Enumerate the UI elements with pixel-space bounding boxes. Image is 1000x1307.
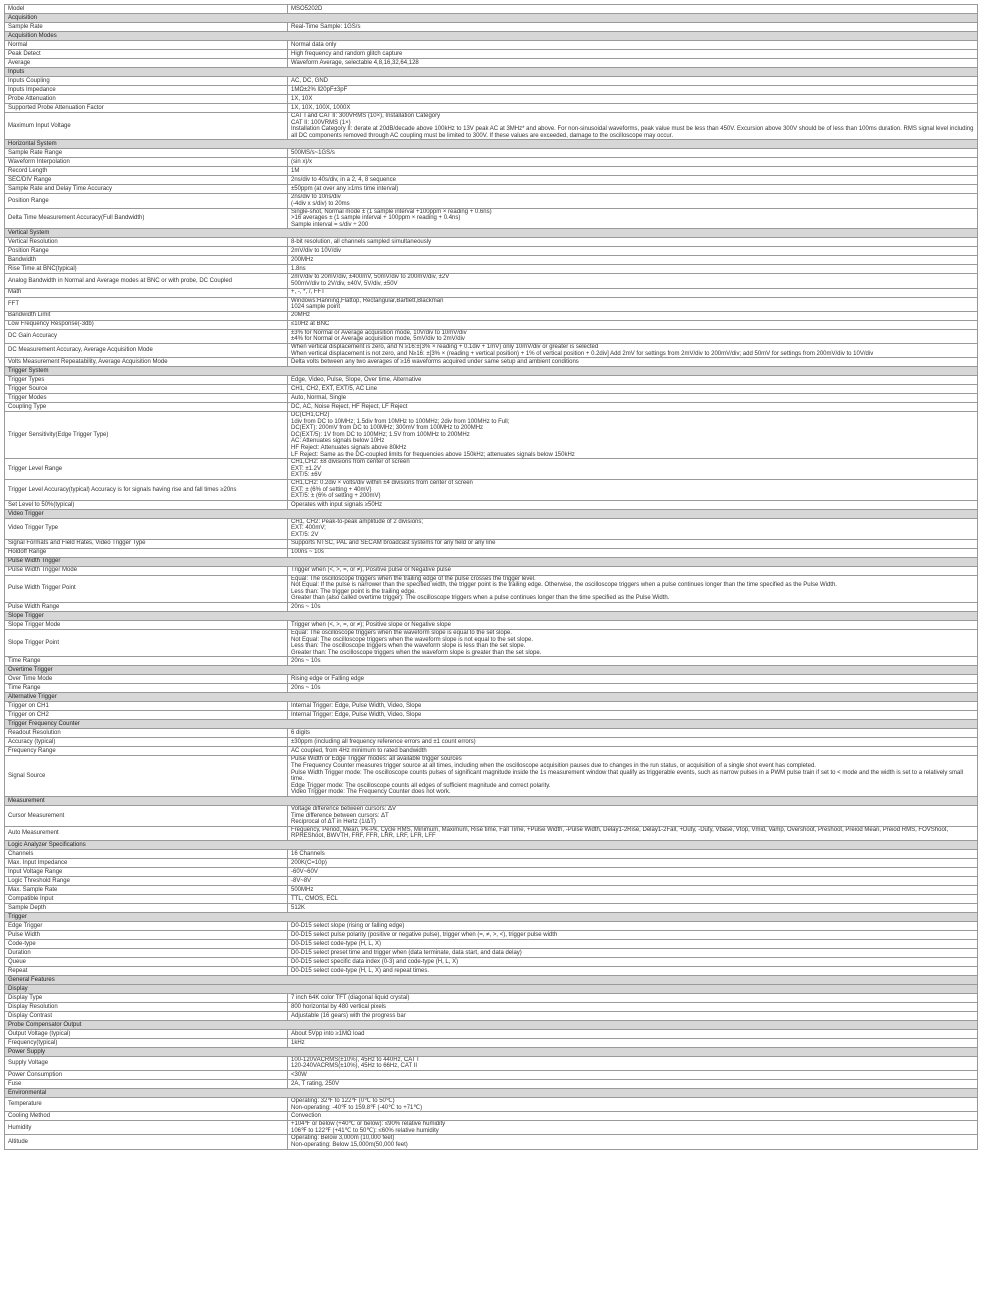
spec-value: ±50ppm (at over any ≥1ms time interval) [288, 185, 978, 194]
section-header-row [5, 975, 978, 984]
spec-row [5, 50, 978, 59]
spec-value: 800 horizontal by 480 vertical pixels [288, 1002, 978, 1011]
spec-label: Logic Threshold Range [5, 876, 288, 885]
spec-value: +, -, *, /, FFT [288, 288, 978, 297]
spec-value: ≤10Hz at BNC [288, 320, 978, 329]
section-header-row [5, 68, 978, 77]
spec-value: Frequency, Period, Mean, Pk-Pk, Cycle RMS, Minimum, Maximum, Rise time, Fall Time, +Pulse Width, -Pulse Width, Delay1-2Rise, Delay1-2Fall, +Duty, -Duty, Vbase, Vtop, Vmid, Vamp, Overshoot, Preshoot, Preiod Mean, Preiod RMS, FOVShoot, RPREShoot, BWVTH, FRF, FFR, LRR, LRF, LFR, LFF [288, 826, 978, 840]
spec-label: Bandwidth [5, 256, 288, 265]
spec-row [5, 894, 978, 903]
spec-value: 1.8ns [288, 265, 978, 274]
spec-value: 500MHz [288, 885, 978, 894]
section-title: General Features [5, 975, 978, 984]
spec-row [5, 885, 978, 894]
spec-label: Trigger Source [5, 385, 288, 394]
spec-row [5, 185, 978, 194]
spec-row [5, 518, 978, 539]
spec-label: Fuse [5, 1080, 288, 1089]
spec-value: Normal data only [288, 41, 978, 50]
spec-value: Convection [288, 1112, 978, 1121]
spec-row [5, 403, 978, 412]
spec-label: Low Frequency Response(-3db) [5, 320, 288, 329]
spec-row [5, 930, 978, 939]
section-header-row [5, 509, 978, 518]
spec-row [5, 95, 978, 104]
spec-value: 100ns ~ 10s [288, 548, 978, 557]
section-title: Environmental [5, 1089, 978, 1098]
spec-row [5, 711, 978, 720]
spec-row [5, 1002, 978, 1011]
spec-label: Vertical Resolution [5, 238, 288, 247]
spec-label: Inputs Impedance [5, 86, 288, 95]
spec-value: D0-D15 select slope (rising or falling edge) [288, 921, 978, 930]
spec-label: Waveform Interpolation [5, 158, 288, 167]
spec-value: D0-D15 select code-type (H, L, X) [288, 939, 978, 948]
spec-label: Auto Measurement [5, 826, 288, 840]
spec-row [5, 247, 978, 256]
spec-label: Supply Voltage [5, 1056, 288, 1070]
spec-value: ±30ppm (including all frequency reference errors and ±1 count errors) [288, 738, 978, 747]
spec-row [5, 993, 978, 1002]
spec-label: Analog Bandwidth in Normal and Average modes at BNC or with probe, DC Coupled [5, 274, 288, 288]
section-title: Trigger [5, 912, 978, 921]
section-header-row [5, 1047, 978, 1056]
spec-row [5, 297, 978, 311]
spec-value: CH1, CH2: Peak-to-peak amplitude of 2 divisions; EXT: 400mV; EXT/5: 2V [288, 518, 978, 539]
spec-label: Rise Time at BNC(typical) [5, 265, 288, 274]
spec-row [5, 385, 978, 394]
spec-label: Compatible Input [5, 894, 288, 903]
spec-row [5, 320, 978, 329]
spec-label: Signal Source [5, 756, 288, 797]
spec-row [5, 274, 978, 288]
spec-value: 7 inch 64K color TFT (diagonal liquid crystal) [288, 993, 978, 1002]
spec-value: Operating: Below 3,000m (10,000 feet) Non-operating: Below 15,000m(50,000 feet) [288, 1135, 978, 1149]
spec-value: Real-Time Sample: 1GS/s [288, 23, 978, 32]
spec-label: Display Type [5, 993, 288, 1002]
spec-row [5, 311, 978, 320]
spec-label: Pulse Width [5, 930, 288, 939]
spec-label: Trigger on CH1 [5, 702, 288, 711]
spec-label: Display Resolution [5, 1002, 288, 1011]
specifications-table-body [5, 5, 978, 1150]
spec-row [5, 376, 978, 385]
section-header-row [5, 840, 978, 849]
spec-label: Signal Formats and Field Rates, Video Trigger Type [5, 539, 288, 548]
spec-row [5, 921, 978, 930]
section-title: Trigger System [5, 367, 978, 376]
section-title: Pulse Width Trigger [5, 557, 978, 566]
spec-value: Trigger when (<, >, =, or ≠); Positive slope or Negative slope [288, 620, 978, 629]
spec-value: CH1,CH2: ±8 divisions from center of screen EXT: ±1.2V EXT/5: ±6V [288, 459, 978, 480]
spec-value: 2mV/div to 10V/div [288, 247, 978, 256]
spec-row [5, 858, 978, 867]
spec-value: 500MS/s~1GS/s [288, 149, 978, 158]
spec-label: Set Level to 50%(typical) [5, 500, 288, 509]
section-title: Acquisition [5, 14, 978, 23]
spec-value: Operating: 32℉ to 122℉ (0℃ to 50℃) Non-operating: -40℉ to 159.8℉ (-40℃ to +71℃) [288, 1098, 978, 1112]
spec-row [5, 1112, 978, 1121]
spec-row [5, 41, 978, 50]
spec-value: ±3% for Normal or Average acquisition mode, 10V/div to 10mV/div ±4% for Normal or Average acquisition mode, 5mV/div to 2mV/div [288, 329, 978, 343]
spec-label: Sample Rate [5, 23, 288, 32]
spec-label: Pulse Width Range [5, 602, 288, 611]
spec-label: Trigger Level Accuracy(typical) Accuracy is for signals having rise and fall times ≥20ns [5, 480, 288, 501]
spec-row [5, 77, 978, 86]
section-header-row [5, 611, 978, 620]
spec-value: 8-bit resolution, all channels sampled simultaneously [288, 238, 978, 247]
section-title: Slope Trigger [5, 611, 978, 620]
section-title: Display [5, 984, 978, 993]
spec-label: Channels [5, 849, 288, 858]
spec-value: Adjustable (16 gears) with the progress bar [288, 1011, 978, 1020]
spec-value: 2ns/div to 40s/div, in a 2, 4, 8 sequence [288, 176, 978, 185]
spec-value: 20MHz [288, 311, 978, 320]
spec-label: Math [5, 288, 288, 297]
spec-label: FFT [5, 297, 288, 311]
spec-label: Readout Resolution [5, 729, 288, 738]
spec-value: 6 digits [288, 729, 978, 738]
spec-row [5, 1080, 978, 1089]
spec-row [5, 1135, 978, 1149]
spec-row [5, 620, 978, 629]
spec-label: Pulse Width Trigger Point [5, 575, 288, 602]
spec-label: Power Consumption [5, 1071, 288, 1080]
spec-row [5, 738, 978, 747]
spec-label: Cursor Measurement [5, 805, 288, 826]
section-title: Alternative Trigger [5, 693, 978, 702]
spec-row [5, 194, 978, 208]
spec-label: Trigger Level Range [5, 459, 288, 480]
spec-value: Pulse Width or Edge Trigger modes: all available trigger sources The Frequency Counter measures trigger source at all times, including when the oscilloscope acquisition pauses due to changes in the run status, or acquisition of a single shot event has completed. Pulse Width Trigger mode: The oscilloscope counts pulses of significant magnitude inside the 1s measurement window that qualify as triggerable events, such as narrow pulses in a PWM pulse train if set to < mode and the width is set to a relatively small time. Edge Trigger mode: The oscilloscope counts all edges of sufficient magnitude and correct polarity. Video Trigger mode: The Frequency Counter does not work. [288, 756, 978, 797]
spec-label: Frequency Range [5, 747, 288, 756]
spec-row [5, 208, 978, 229]
spec-value: 20ns ~ 10s [288, 684, 978, 693]
spec-row [5, 288, 978, 297]
spec-row [5, 684, 978, 693]
spec-row [5, 756, 978, 797]
section-header-row [5, 14, 978, 23]
spec-label: Output Voltage (typical) [5, 1029, 288, 1038]
spec-label: Trigger Sensitivity(Edge Trigger Type) [5, 412, 288, 459]
spec-label: Over Time Mode [5, 675, 288, 684]
spec-value: Internal Trigger: Edge, Pulse Width, Video, Slope [288, 702, 978, 711]
spec-value: DC, AC, Noise Reject, HF Reject, LF Reject [288, 403, 978, 412]
spec-row [5, 849, 978, 858]
spec-label: Maximum Input Voltage [5, 113, 288, 140]
spec-value: 200MHz [288, 256, 978, 265]
spec-row [5, 1121, 978, 1135]
spec-label: Max. Sample Rate [5, 885, 288, 894]
section-header-row [5, 912, 978, 921]
spec-row [5, 265, 978, 274]
spec-value: Trigger when (<, >, =, or ≠), Positive pulse or Negative pulse [288, 566, 978, 575]
spec-label: Accuracy (typical) [5, 738, 288, 747]
spec-label: Trigger Types [5, 376, 288, 385]
section-header-row [5, 984, 978, 993]
spec-label: Time Range [5, 684, 288, 693]
spec-value: Auto, Normal, Single [288, 394, 978, 403]
section-header-row [5, 666, 978, 675]
spec-row [5, 548, 978, 557]
spec-value: CAT I and CAT II: 300VRMS (10×), Installation Category CAT II: 100VRMS (1×) Installation Category II: derate at 20dB/decade above 100kHz to 13V peak AC at 3MHz* and above. For non-sinusoidal waveforms, peak value must be less than 450V. Excursion above 300V should be of less than 100ms duration. RMS signal level including all DC components removed through AC coupling must be limited to 300V. If these values are exceeded, damage to the oscilloscope may occur. [288, 113, 978, 140]
spec-value: 1kHz [288, 1038, 978, 1047]
spec-label: Model [5, 5, 288, 14]
spec-value: Rising edge or Falling edge [288, 675, 978, 684]
spec-label: Bandwidth Limit [5, 311, 288, 320]
spec-value: 2mV/div to 20mV/div, ±400mV, 50mV/div to 200mV/div, ±2V 500mV/div to 2V/div, ±40V, 5V/div, ±50V [288, 274, 978, 288]
spec-label: Edge Trigger [5, 921, 288, 930]
spec-row [5, 1029, 978, 1038]
section-title: Logic Analyzer Specifications [5, 840, 978, 849]
spec-value: 2ns/div to 10ns/div (-4div x s/div) to 20ms [288, 194, 978, 208]
section-header-row [5, 720, 978, 729]
spec-row [5, 459, 978, 480]
spec-row [5, 805, 978, 826]
spec-label: Normal [5, 41, 288, 50]
spec-value: 1M [288, 167, 978, 176]
spec-value: +104℉ or below (+40℃ or below): ≤90% relative humidity 106℉ to 122℉ (+41℃ to 50℃): ≤60% relative humidity [288, 1121, 978, 1135]
spec-label: Queue [5, 957, 288, 966]
spec-row [5, 729, 978, 738]
section-title: Inputs [5, 68, 978, 77]
spec-value: When vertical displacement is zero, and N ≥16:±(3% × reading + 0.1div + 1mV) only 10mV/div or greater is selected When vertical displacement is not zero, and N≥16: ±[3% × (reading + vertical position) + 1% of vertical position + 0.2div] Add 2mV for settings from 2mV/div to 200mV/div; add 50mV for settings from 200mV/div to 10V/div [288, 343, 978, 357]
section-title: Acquisition Modes [5, 32, 978, 41]
spec-value: Equal: The oscilloscope triggers when the waveform slope is equal to the set slope. Not Equal: The oscilloscope triggers when the waveform slope is not equal to the set slope. Less than: The oscilloscope triggers when the waveform slope is less than the set slope. Greater than: The oscilloscope triggers when the waveform slope is greater than the set slope. [288, 629, 978, 656]
spec-label: Altitude [5, 1135, 288, 1149]
spec-label: Sample Depth [5, 903, 288, 912]
section-title: Overtime Trigger [5, 666, 978, 675]
spec-row [5, 575, 978, 602]
spec-value: <30W [288, 1071, 978, 1080]
spec-row [5, 702, 978, 711]
spec-label: Trigger Modes [5, 394, 288, 403]
section-header-row [5, 140, 978, 149]
spec-value: 20ns ~ 10s [288, 602, 978, 611]
spec-label: Trigger on CH2 [5, 711, 288, 720]
spec-label: Position Range [5, 247, 288, 256]
spec-label: Video Trigger Type [5, 518, 288, 539]
spec-label: DC Gain Accuracy [5, 329, 288, 343]
spec-value: Internal Trigger: Edge, Pulse Width, Video, Slope [288, 711, 978, 720]
section-header-row [5, 693, 978, 702]
spec-label: Position Range [5, 194, 288, 208]
spec-row [5, 1098, 978, 1112]
spec-row [5, 1071, 978, 1080]
spec-value: MSO5202D [288, 5, 978, 14]
section-title: Probe Compensator Output [5, 1020, 978, 1029]
spec-row [5, 602, 978, 611]
spec-value: Delta volts between any two averages of ≥16 waveforms acquired under same setup and ambient conditions [288, 358, 978, 367]
spec-label: Duration [5, 948, 288, 957]
spec-value: 1X, 10X, 100X, 1000X [288, 104, 978, 113]
spec-value: High frequency and random glitch capture [288, 50, 978, 59]
spec-row [5, 939, 978, 948]
spec-value: CH1, CH2, EXT, EXT/5, AC Line [288, 385, 978, 394]
spec-row [5, 675, 978, 684]
spec-value: CH1,CH2: 0.2div × volts/div within ±4 divisions from center of screen EXT: ± (6% of setting + 40mV) EXT/5: ± (6% of setting + 200mV) [288, 480, 978, 501]
spec-label: Cooling Method [5, 1112, 288, 1121]
spec-row [5, 86, 978, 95]
spec-value: Equal: The oscilloscope triggers when the trailing edge of the pulse crosses the trigger level. Not Equal: If the pulse is narrower than the specified width, the trigger point is the trailing edge. Otherwise, the oscilloscope triggers when a pulse continues longer than the time specified as the Pulse Width. Less than: The trigger point is the trailing edge. Greater than (also called overtime trigger): The oscilloscope triggers when a pulse continues longer than the time specified as the Pulse Width. [288, 575, 978, 602]
spec-value: D0-D15 select pulse polarity (positive or negative pulse), trigger when (=, ≠, >, <), trigger pulse width [288, 930, 978, 939]
section-header-row [5, 796, 978, 805]
spec-row [5, 867, 978, 876]
spec-value: -8V~8V [288, 876, 978, 885]
spec-row [5, 167, 978, 176]
spec-label: Inputs Coupling [5, 77, 288, 86]
spec-label: Humidity [5, 1121, 288, 1135]
spec-row [5, 903, 978, 912]
spec-value: Single-shot, Normal mode ± (1 sample interval +100ppm × reading + 0.6ns) >16 averages ± (1 sample interval + 100ppm × reading + 0.4ns) Sample interval = s/div ÷ 200 [288, 208, 978, 229]
spec-value: TTL, CMOS, ECL [288, 894, 978, 903]
section-title: Video Trigger [5, 509, 978, 518]
spec-label: Slope Trigger Mode [5, 620, 288, 629]
spec-row [5, 876, 978, 885]
spec-row [5, 500, 978, 509]
section-header-row [5, 1089, 978, 1098]
spec-row [5, 104, 978, 113]
spec-row [5, 149, 978, 158]
spec-value: Operates with input signals ≥50Hz [288, 500, 978, 509]
spec-row [5, 158, 978, 167]
spec-label: Input Voltage Range [5, 867, 288, 876]
spec-row [5, 23, 978, 32]
section-header-row [5, 367, 978, 376]
spec-row [5, 358, 978, 367]
spec-row [5, 329, 978, 343]
spec-label: DC Measurement Accuracy, Average Acquisition Mode [5, 343, 288, 357]
spec-label: Volts Measurement Repeatability, Average Acquisition Mode [5, 358, 288, 367]
spec-row [5, 59, 978, 68]
spec-value: Edge, Video, Pulse, Slope, Over time, Alternative [288, 376, 978, 385]
spec-value: 16 Channels [288, 849, 978, 858]
spec-value: 1MΩ±2% ‖20pF±3pF [288, 86, 978, 95]
spec-label: Sample Rate and Delay Time Accuracy [5, 185, 288, 194]
spec-row [5, 1056, 978, 1070]
spec-label: Record Length [5, 167, 288, 176]
spec-row [5, 113, 978, 140]
spec-value: 100-120VACRMS(±10%), 45Hz to 440Hz, CAT I 120-240VACRMS(±10%), 45Hz to 66Hz, CAT II [288, 1056, 978, 1070]
spec-label: Max. Input Impedance [5, 858, 288, 867]
spec-label: Sample Rate Range [5, 149, 288, 158]
spec-label: Code-type [5, 939, 288, 948]
spec-value: AC, DC, GND [288, 77, 978, 86]
spec-row [5, 539, 978, 548]
section-title: Measurement [5, 796, 978, 805]
spec-label: Average [5, 59, 288, 68]
spec-row [5, 480, 978, 501]
spec-value: About 5Vpp into ≥1MΩ load [288, 1029, 978, 1038]
spec-value: Waveform Average, selectable 4,8,16,32,64,128 [288, 59, 978, 68]
spec-label: Time Range [5, 657, 288, 666]
spec-label: Peak Detect [5, 50, 288, 59]
section-header-row [5, 557, 978, 566]
spec-row [5, 256, 978, 265]
spec-row [5, 1038, 978, 1047]
spec-label: Pulse Width Trigger Mode [5, 566, 288, 575]
spec-row [5, 747, 978, 756]
section-header-row [5, 1020, 978, 1029]
section-title: Trigger Frequency Counter [5, 720, 978, 729]
spec-value: 512K [288, 903, 978, 912]
section-title: Horizontal System [5, 140, 978, 149]
spec-value: (sin x)/x [288, 158, 978, 167]
spec-label: Slope Trigger Point [5, 629, 288, 656]
spec-value: Supports NTSC, PAL and SECAM broadcast systems for any field or any line [288, 539, 978, 548]
spec-value: 200K(C=10p) [288, 858, 978, 867]
spec-label: Probe Attenuation [5, 95, 288, 104]
spec-value: D0-D15 select code-type (H, L, X) and repeat times. [288, 966, 978, 975]
spec-value: 1X, 10X [288, 95, 978, 104]
spec-row [5, 394, 978, 403]
section-header-row [5, 229, 978, 238]
spec-label: Coupling Type [5, 403, 288, 412]
spec-label: Display Contrast [5, 1011, 288, 1020]
section-title: Power Supply [5, 1047, 978, 1056]
section-header-row [5, 32, 978, 41]
spec-value: D0-D15 select specific data index (0-3) and code-type (H, L, X) [288, 957, 978, 966]
spec-value: DC(CH1,CH2) 1div from DC to 10MHz; 1.5div from 10MHz to 100MHz; 2div from 100MHz to Full; DC(EXT): 200mV from DC to 100MHz; 300mV from 100MHz to 200MHz DC(EXT/5): 1V from DC to 100MHz; 1.5V from 100MHz to 200MHz AC: Attenuates signals below 10Hz HF Reject: Attenuates signals above 80kHz LF Reject: Same as the DC-coupled limits for frequencies above 150kHz; attenuates signals below 150kHz [288, 412, 978, 459]
spec-row [5, 176, 978, 185]
spec-value: 2A, T rating, 250V [288, 1080, 978, 1089]
spec-value: -60V~60V [288, 867, 978, 876]
spec-row [5, 412, 978, 459]
spec-row [5, 948, 978, 957]
specifications-table [4, 4, 978, 1150]
spec-row [5, 629, 978, 656]
spec-label: Supported Probe Attenuation Factor [5, 104, 288, 113]
spec-label: Frequency(typical) [5, 1038, 288, 1047]
spec-row [5, 1011, 978, 1020]
spec-label: Repeat [5, 966, 288, 975]
spec-row [5, 5, 978, 14]
spec-label: Holdoff Range [5, 548, 288, 557]
spec-row [5, 966, 978, 975]
spec-row [5, 566, 978, 575]
spec-row [5, 657, 978, 666]
spec-value: D0-D15 select preset time and trigger when (data terminate, data start, and data delay) [288, 948, 978, 957]
spec-label: Temperature [5, 1098, 288, 1112]
spec-value: Windows:Hanning,Flattop, Rectangular,Bartlett,Blackman 1024 sample point [288, 297, 978, 311]
spec-row [5, 343, 978, 357]
spec-row [5, 238, 978, 247]
spec-label: Delta Time Measurement Accuracy(Full Bandwidth) [5, 208, 288, 229]
spec-value: 20ns ~ 10s [288, 657, 978, 666]
section-title: Vertical System [5, 229, 978, 238]
spec-label: SEC/DIV Range [5, 176, 288, 185]
spec-value: Voltage difference between cursors: ΔV Time difference between cursors: ΔT Reciprocal of ΔT in Hertz (1/ΔT) [288, 805, 978, 826]
spec-row [5, 826, 978, 840]
spec-value: AC coupled, from 4Hz minimum to rated bandwidth [288, 747, 978, 756]
spec-row [5, 957, 978, 966]
